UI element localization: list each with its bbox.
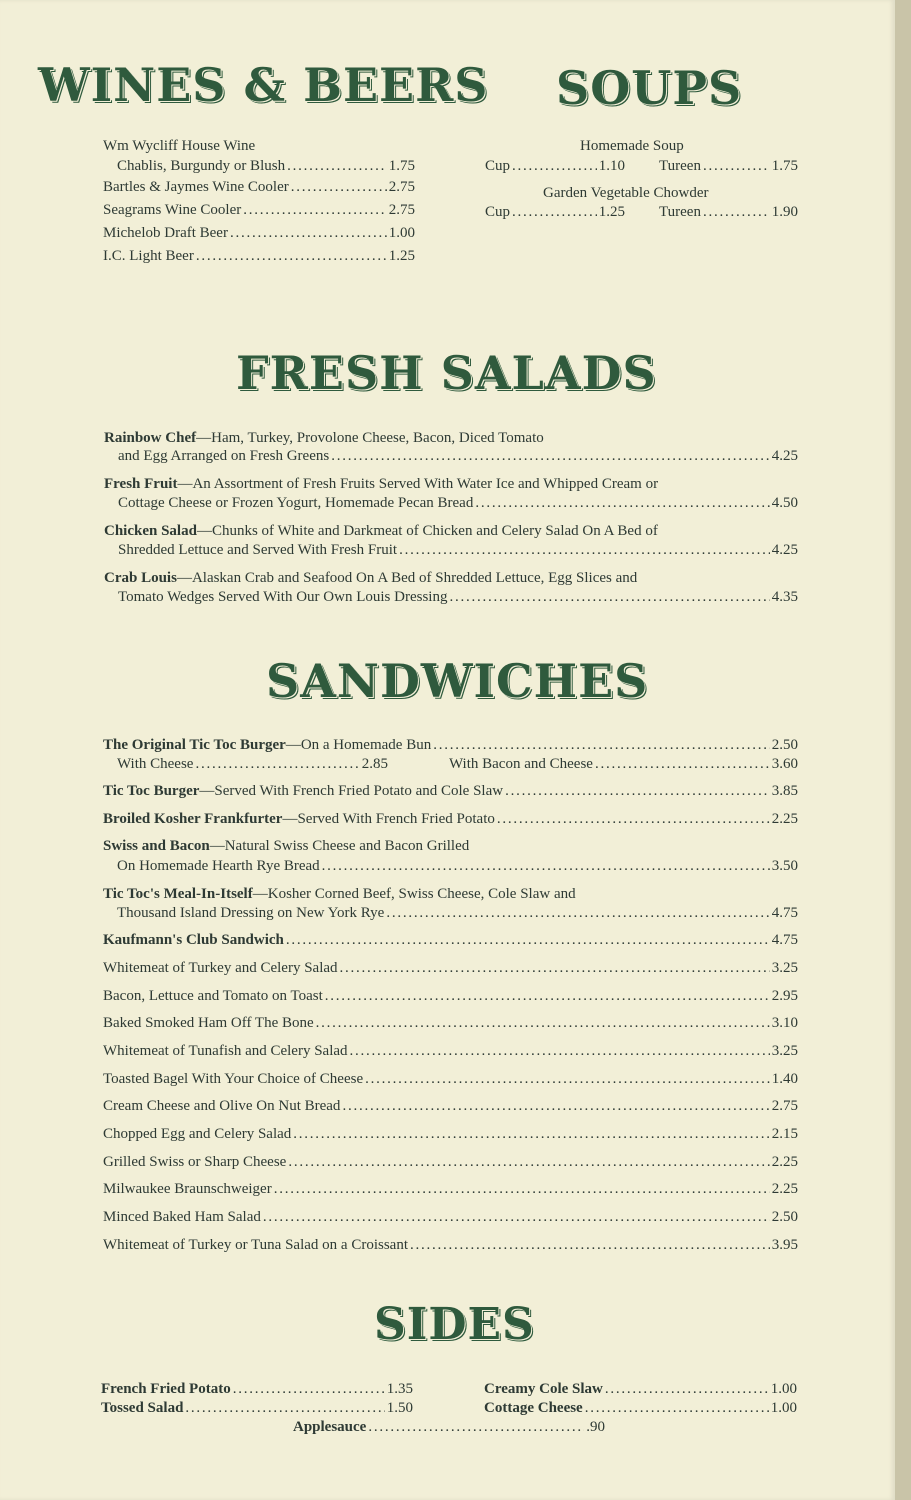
menu-item: Shredded Lettuce and Served With Fresh Fruit . . . 4.25	[118, 541, 798, 559]
sandwiches-heading: SANDWICHES	[266, 654, 649, 708]
salad-desc: Chicken Salad—Chunks of White and Darkmeat of Chicken and Celery Salad On A Bed of	[104, 523, 658, 539]
soup-name: Garden Vegetable Chowder	[543, 185, 709, 201]
page-edge	[895, 0, 911, 1500]
menu-item: Baked Smoked Ham Off The Bone . . . 3.10	[103, 1014, 798, 1032]
menu-item: Minced Baked Ham Salad . . . 2.50	[103, 1208, 798, 1226]
menu-item: Seagrams Wine Cooler . . . 2.75	[103, 201, 415, 219]
menu-item: Cup . . . 1.10	[485, 157, 625, 175]
house-wine-name: Wm Wycliff House Wine	[103, 138, 256, 154]
menu-item: Whitemeat of Turkey and Celery Salad . . . 3.25	[103, 959, 798, 977]
salad-desc: Fresh Fruit—An Assortment of Fresh Fruits Served With Water Ice and Whipped Cream or	[104, 476, 659, 492]
menu-item: Chopped Egg and Celery Salad . . . 2.15	[103, 1125, 798, 1143]
menu-item: Tossed Salad . . . 1.50	[101, 1399, 413, 1417]
menu-item: The Original Tic Toc Burger—On a Homemade Bun . . . 2.50	[103, 736, 798, 754]
wines-beers-heading: WINES & BEERS	[38, 58, 489, 112]
menu-item: and Egg Arranged on Fresh Greens . . . 4.25	[118, 447, 798, 465]
soups-heading: SOUPS	[556, 61, 743, 115]
menu-item: Thousand Island Dressing on New York Rye . . . 4.75	[117, 904, 798, 922]
menu-item: Creamy Cole Slaw . . . 1.00	[484, 1380, 797, 1398]
menu-item: Grilled Swiss or Sharp Cheese . . . 2.25	[103, 1153, 798, 1171]
menu-item: Michelob Draft Beer . . . 1.00	[103, 224, 415, 242]
fresh-salads-heading: FRESH SALADS	[236, 346, 657, 400]
sandwich-desc: Swiss and Bacon—Natural Swiss Cheese and Bacon Grilled	[103, 838, 470, 854]
menu-item: Tomato Wedges Served With Our Own Louis Dressing . . . 4.35	[118, 588, 798, 606]
menu-item: Cream Cheese and Olive On Nut Bread . . . 2.75	[103, 1097, 798, 1115]
menu-item: Chablis, Burgundy or Blush . . . 1.75	[117, 157, 415, 175]
menu-item: Tureen . . . 1.90	[659, 203, 798, 221]
menu-item: Toasted Bagel With Your Choice of Cheese . . . 1.40	[103, 1070, 798, 1088]
salad-desc: Rainbow Chef—Ham, Turkey, Provolone Cheese, Bacon, Diced Tomato	[104, 430, 544, 446]
menu-item: With Cheese . . . 2.85	[117, 755, 388, 773]
menu-item: Tic Toc Burger—Served With French Fried Potato and Cole Slaw . . . 3.85	[103, 782, 798, 800]
sandwich-desc: Tic Toc's Meal-In-Itself—Kosher Corned Beef, Swiss Cheese, Cole Slaw and	[103, 886, 576, 902]
menu-item: Bacon, Lettuce and Tomato on Toast . . . 2.95	[103, 987, 798, 1005]
soup-name: Homemade Soup	[580, 138, 684, 154]
menu-item: Cottage Cheese or Frozen Yogurt, Homemade Pecan Bread . . . 4.50	[118, 494, 798, 512]
salad-desc: Crab Louis—Alaskan Crab and Seafood On A Bed of Shredded Lettuce, Egg Slices and	[104, 570, 638, 586]
menu-item: Cottage Cheese . . . 1.00	[484, 1399, 797, 1417]
menu-item: I.C. Light Beer . . . 1.25	[103, 247, 415, 265]
sides-heading: SIDES	[374, 1299, 535, 1350]
menu-item: Tureen . . . 1.75	[659, 157, 798, 175]
menu-item: Applesauce . . . .90	[293, 1418, 605, 1436]
menu-item: On Homemade Hearth Rye Bread . . . 3.50	[117, 857, 798, 875]
menu-item: Whitemeat of Tunafish and Celery Salad . . . 3.25	[103, 1042, 798, 1060]
menu-item: Milwaukee Braunschweiger . . . 2.25	[103, 1180, 798, 1198]
menu-item: Broiled Kosher Frankfurter—Served With French Fried Potato . . . 2.25	[103, 810, 798, 828]
menu-item: With Bacon and Cheese . . . 3.60	[449, 755, 798, 773]
menu-item: Bartles & Jaymes Wine Cooler . . . 2.75	[103, 178, 415, 196]
menu-item: Kaufmann's Club Sandwich . . . 4.75	[103, 931, 798, 949]
menu-item: Cup . . . 1.25	[485, 203, 625, 221]
menu-item: French Fried Potato . . . 1.35	[101, 1380, 413, 1398]
menu-item: Whitemeat of Turkey or Tuna Salad on a Croissant . . . 3.95	[103, 1236, 798, 1254]
